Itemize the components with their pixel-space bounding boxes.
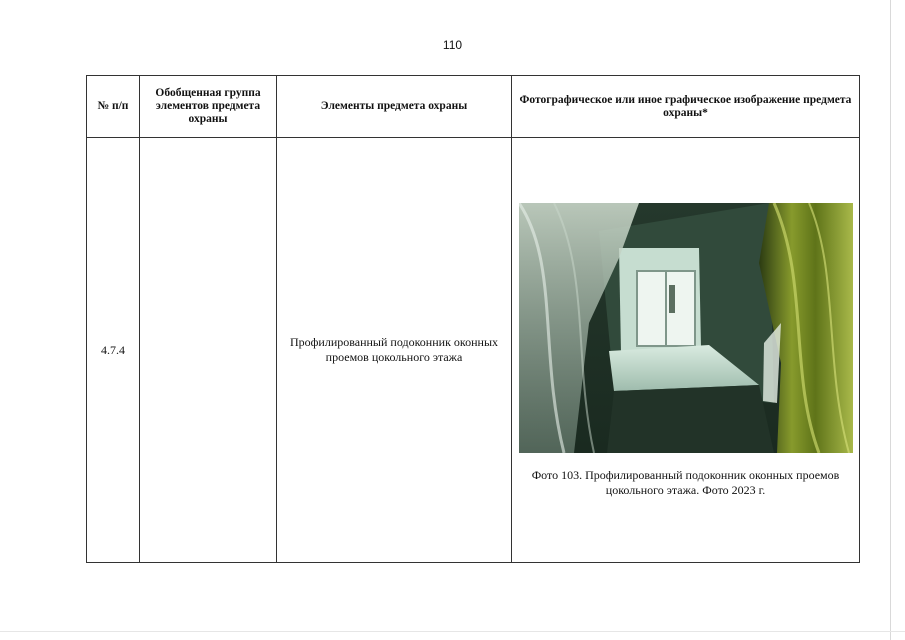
photo-figure [519,203,853,498]
row-group [140,138,277,563]
row-elements: Профилированный подоконник оконных проемов цокольного этажа [277,138,512,563]
scan-edge-bottom [0,631,905,632]
row-number: 4.7.4 [87,138,140,563]
photo-caption: Фото 103. Профилированный подоконник оконных проемов цокольного этажа. Фото 2023 г. [531,467,840,497]
lower-wall [607,385,774,453]
page-number: 110 [442,38,463,52]
protected-elements-table [86,75,860,563]
window-handle [669,285,675,313]
row-image-cell [512,138,860,563]
window-sill-photo [519,203,853,453]
scan-edge-right [890,0,891,640]
table-row [87,138,860,563]
header-elements: Элементы предмета охраны [277,76,512,138]
header-number: № п/п [87,76,140,138]
header-group: Обобщенная группа элементов предмета охраны [140,76,277,138]
header-image: Фотографическое или иное графическое изображение предмета охраны* [512,76,860,138]
table-header-row [87,76,860,138]
